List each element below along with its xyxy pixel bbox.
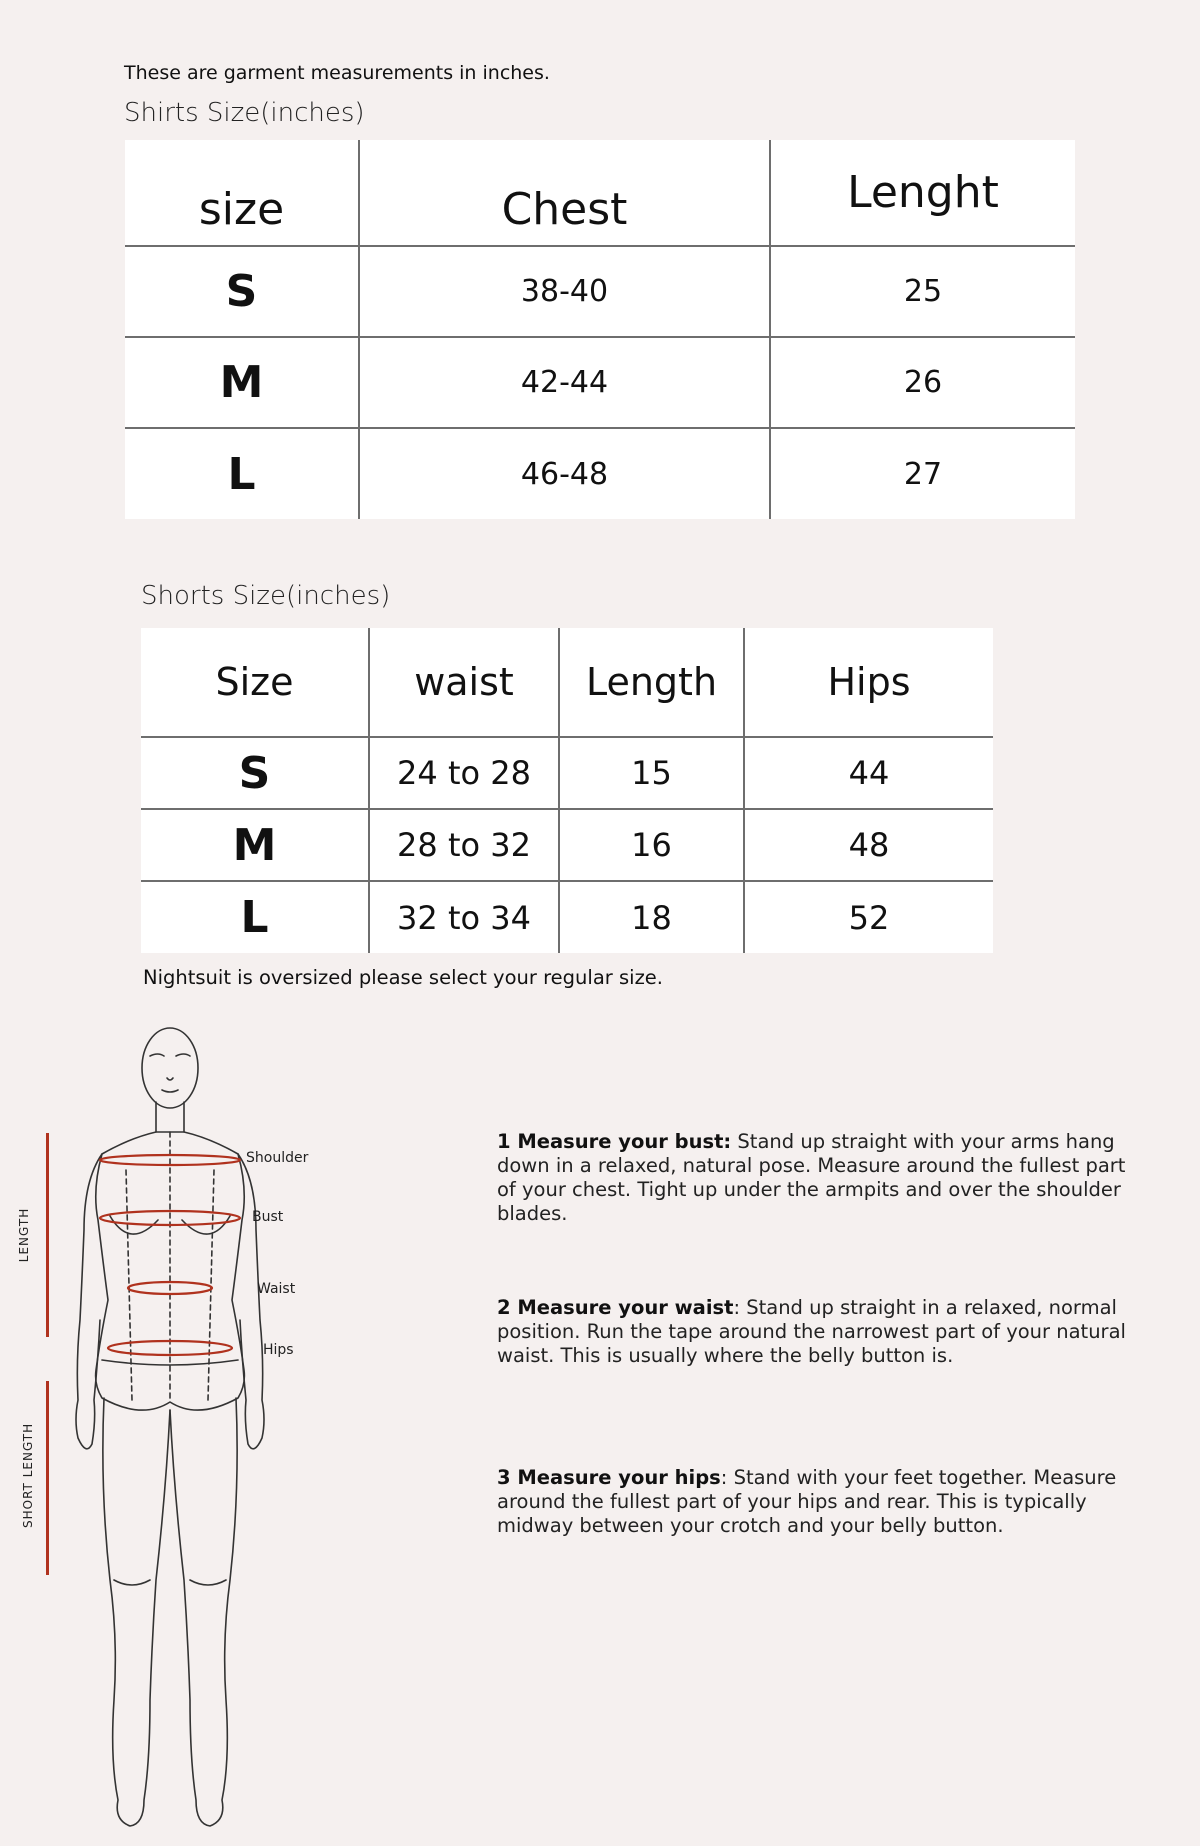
bust-label: Bust	[252, 1209, 284, 1225]
table-row	[125, 428, 1075, 519]
size-cell: L	[240, 892, 269, 943]
instruction-heading: 1 Measure your bust:	[497, 1130, 732, 1153]
shirts-header-size: size	[125, 140, 359, 246]
intro-text: These are garment measurements in inches.	[124, 62, 550, 84]
length-cell: 26	[770, 337, 1075, 428]
hips-cell: 52	[744, 881, 993, 953]
table-row	[125, 246, 1075, 337]
length-cell: 18	[559, 881, 744, 953]
waist-cell: 32 to 34	[369, 881, 559, 953]
length-cell: 27	[770, 428, 1075, 519]
shorts-header-waist: waist	[369, 628, 559, 737]
shirts-header-length: Lenght	[770, 140, 1075, 246]
short-length-bar	[46, 1381, 49, 1575]
instruction-waist	[497, 1296, 1137, 1368]
instruction-text: : Stand up straight in a relaxed, normal position. Run the tape around the narrowest part of your natural waist. This is usually where the belly button is.	[497, 1296, 1126, 1367]
length-bar	[46, 1133, 49, 1337]
hips-label: Hips	[263, 1342, 294, 1358]
size-cell: M	[141, 809, 369, 881]
chest-cell: 42-44	[359, 337, 770, 428]
instruction-text: : Stand with your feet together. Measure around the fullest part of your hips and rear. This is typically midway between your crotch and your belly button.	[497, 1466, 1117, 1537]
size-cell: M	[125, 337, 359, 428]
waist-cell: 24 to 28	[369, 737, 559, 809]
size-cell: S	[141, 737, 369, 809]
chest-cell: 46-48	[359, 428, 770, 519]
size-cell: S	[125, 246, 359, 337]
instruction-text: Stand up straight with your arms hang down in a relaxed, natural pose. Measure around the fullest part of your chest. Tight up under the armpits and over the shoulder blades.	[497, 1130, 1126, 1225]
size-cell: L	[227, 448, 256, 500]
shirts-size-table	[125, 140, 1075, 519]
body-figure-illustration	[70, 1020, 270, 1840]
hips-cell: 44	[744, 737, 993, 809]
shirts-header-chest: Chest	[359, 140, 770, 246]
instruction-heading: 2 Measure your waist	[497, 1296, 734, 1319]
instruction-hips	[497, 1466, 1137, 1538]
instruction-bust	[497, 1130, 1137, 1226]
chest-cell: 38-40	[359, 246, 770, 337]
length-cell: 15	[559, 737, 744, 809]
waist-cell: 28 to 32	[369, 809, 559, 881]
length-cell: 25	[770, 246, 1075, 337]
table-row	[141, 737, 993, 809]
shorts-table-title: Shorts Size(inches)	[141, 581, 391, 611]
shorts-header-size: Size	[141, 628, 369, 737]
length-cell: 16	[559, 809, 744, 881]
short-length-label: SHORT LENGTH	[21, 1422, 35, 1528]
shirts-table-title: Shirts Size(inches)	[124, 98, 365, 128]
waist-label: Waist	[257, 1281, 296, 1297]
oversize-note: Nightsuit is oversized please select your regular size.	[143, 966, 664, 989]
instruction-heading: 3 Measure your hips	[497, 1466, 721, 1489]
shorts-header-length: Length	[559, 628, 744, 737]
hips-cell: 48	[744, 809, 993, 881]
shorts-header-hips: Hips	[744, 628, 993, 737]
length-label: LENGTH	[17, 1207, 31, 1263]
table-row	[141, 881, 993, 953]
table-row	[125, 337, 1075, 428]
table-row	[141, 809, 993, 881]
shoulder-label: Shoulder	[246, 1150, 309, 1166]
shorts-size-table	[141, 628, 993, 953]
